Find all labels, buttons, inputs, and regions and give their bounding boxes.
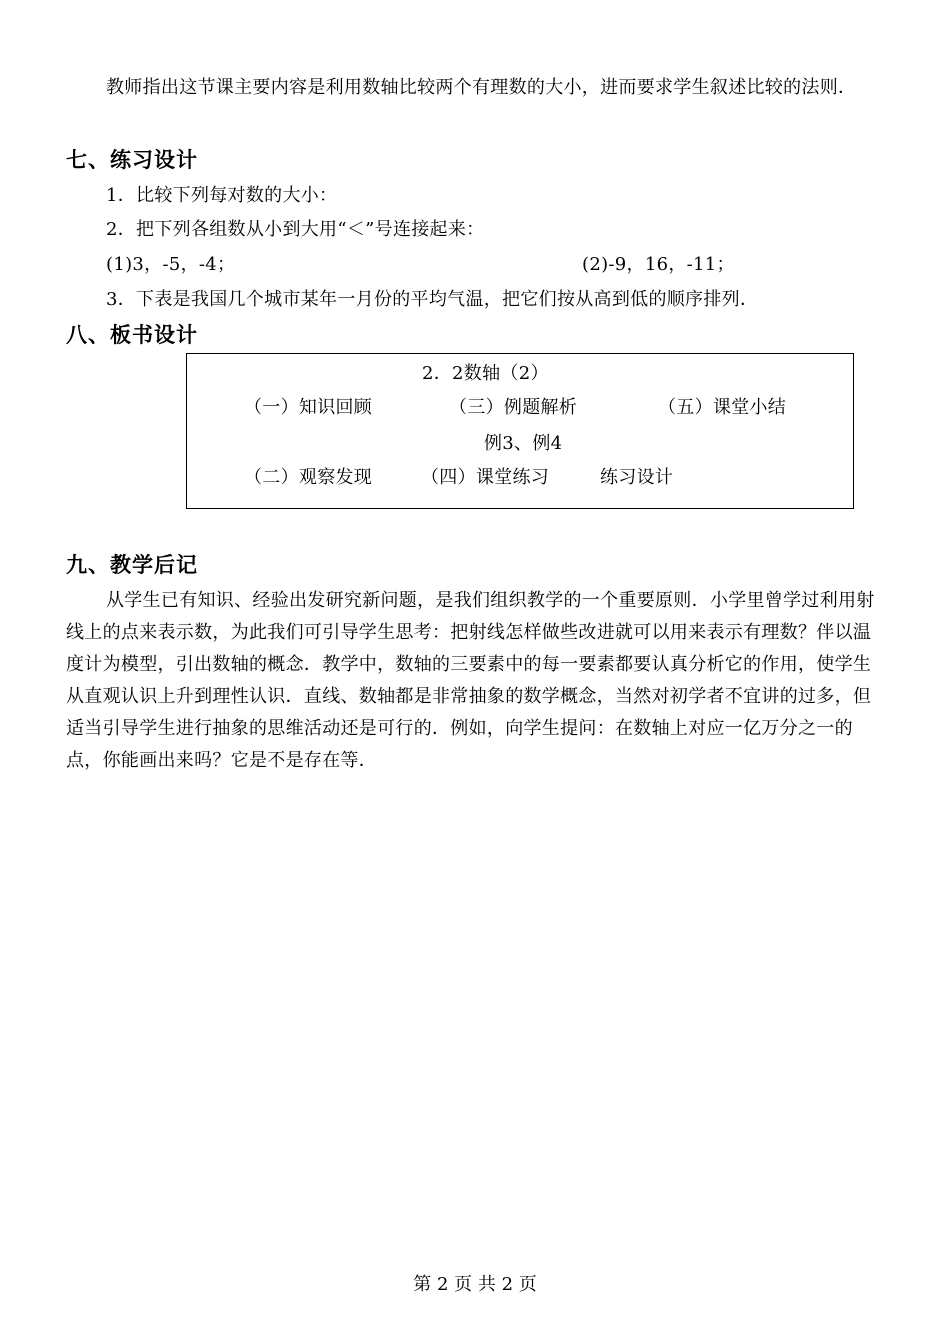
board-part-3: （三）例题解析	[449, 397, 578, 418]
page-footer: 第 2 页 共 2 页	[413, 1274, 537, 1295]
section-7-heading: 七、练习设计	[66, 148, 198, 172]
board-examples: 例3、例4	[484, 433, 563, 454]
exercise-subitem-2: (2)-9，16，-11；	[582, 254, 735, 275]
section-9-heading: 九、教学后记	[66, 553, 198, 577]
board-design: 练习设计	[600, 467, 674, 488]
board-part-2: （二）观察发现	[244, 467, 373, 488]
exercise-item-1: 1．比较下列每对数的大小：	[106, 185, 338, 206]
exercise-subitem-1: (1)3，-5，-4；	[106, 254, 236, 275]
board-title: 2．2数轴（2）	[422, 363, 549, 384]
intro-paragraph: 教师指出这节课主要内容是利用数轴比较两个有理数的大小，进而要求学生叙述比较的法则．	[106, 77, 857, 98]
section-8-heading: 八、板书设计	[66, 323, 198, 347]
blackboard-design-box	[186, 353, 854, 509]
exercise-item-2: 2．把下列各组数从小到大用“＜”号连接起来：	[106, 219, 485, 240]
reflection-paragraph: 从学生已有知识、经验出发研究新问题，是我们组织教学的一个重要原则．小学里曾学过利用射线上的点来表示数，为此我们可引导学生思考：把射线怎样做些改进就可以用来表示有理数？伴以温度计为模型，引出数轴的概念．教学中，数轴的三要素中的每一要素都要认真分析它的作用，使学生从直观认识上升到理性认识．直线、数轴都是非常抽象的数学概念，当然对初学者不宜讲的过多，但适当引导学生进行抽象的思维活动还是可行的．例如，向学生提问：在数轴上对应一亿万分之一的点，你能画出来吗？它是不是存在等．	[66, 590, 875, 771]
board-part-5: （五）课堂小结	[658, 397, 787, 418]
board-part-1: （一）知识回顾	[244, 397, 373, 418]
board-part-4: （四）课堂练习	[421, 467, 550, 488]
exercise-item-3: 3．下表是我国几个城市某年一月份的平均气温，把它们按从高到低的顺序排列．	[106, 289, 759, 310]
